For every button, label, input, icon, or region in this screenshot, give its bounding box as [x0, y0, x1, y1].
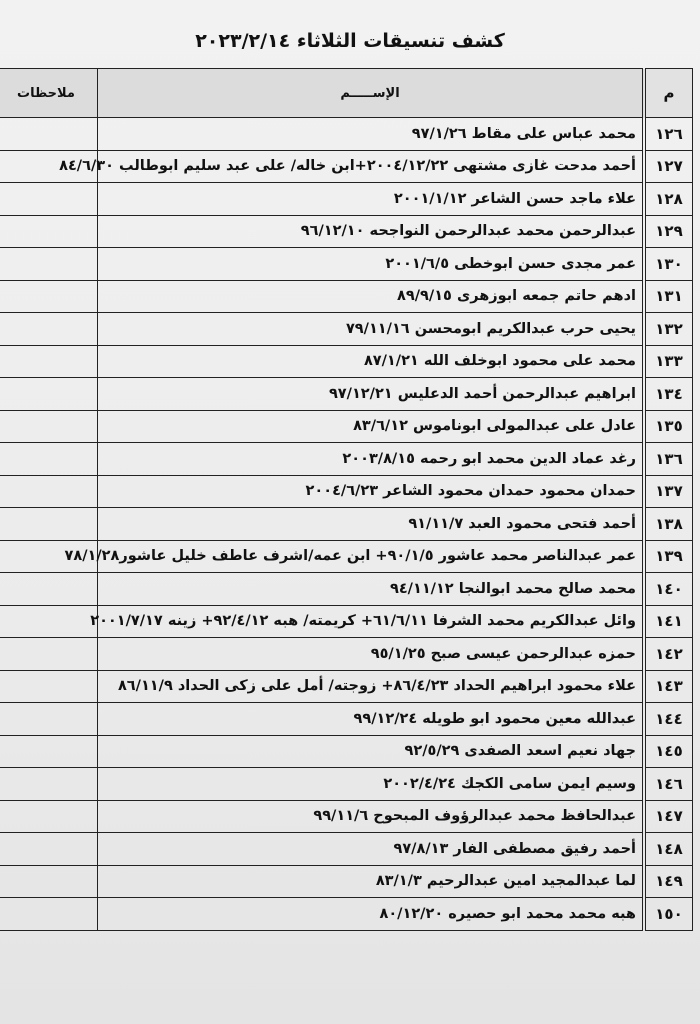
row-notes — [0, 865, 98, 898]
row-number: ١٣٨ — [644, 508, 693, 541]
table-row — [0, 605, 693, 638]
row-number: ١٣٥ — [644, 410, 693, 443]
row-number: ١٣١ — [644, 280, 693, 313]
row-number: ١٣٣ — [644, 345, 693, 378]
row-notes — [0, 898, 98, 931]
row-number: ١٤٨ — [644, 833, 693, 866]
row-name: محمد على محمود ابوخلف الله ٨٧/١/٢١ — [98, 345, 645, 378]
row-number: ١٢٦ — [644, 118, 693, 151]
table-row — [0, 573, 693, 606]
table-row — [0, 833, 693, 866]
row-notes — [0, 215, 98, 248]
table-row — [0, 865, 693, 898]
document-title: كشف تنسيقات الثلاثاء ٢٠٢٣/٢/١٤ — [195, 30, 505, 52]
table-row — [0, 443, 693, 476]
row-name: ادهم حاتم جمعه ابوزهرى ٨٩/٩/١٥ — [98, 280, 645, 313]
row-notes — [0, 345, 98, 378]
row-name: عبدالحافظ محمد عبدالرؤوف المبحوح ٩٩/١١/٦ — [98, 800, 645, 833]
row-number: ١٥٠ — [644, 898, 693, 931]
header-number: م — [644, 69, 693, 118]
row-notes — [0, 703, 98, 736]
table-row — [0, 150, 693, 183]
row-number: ١٤٠ — [644, 573, 693, 606]
row-number: ١٣٩ — [644, 540, 693, 573]
table-row — [0, 638, 693, 671]
row-notes — [0, 443, 98, 476]
header-notes: ملاحظات — [0, 69, 98, 118]
row-number: ١٢٨ — [644, 183, 693, 216]
table-row — [0, 475, 693, 508]
row-number: ١٢٧ — [644, 150, 693, 183]
row-notes — [0, 638, 98, 671]
table-body — [0, 118, 693, 931]
table-row — [0, 183, 693, 216]
row-notes — [0, 475, 98, 508]
row-name: أحمد مدحت غازى مشتهى ٢٠٠٤/١٢/٢٢+ابن خاله/ على عبد سليم ابوطالب ٨٤/٦/٣٠ — [98, 150, 645, 183]
row-number: ١٣٠ — [644, 248, 693, 281]
row-notes — [0, 800, 98, 833]
row-name: أحمد رفيق مصطفى الفار ٩٧/٨/١٣ — [98, 833, 645, 866]
table-row — [0, 378, 693, 411]
row-name: رغد عماد الدين محمد ابو رحمه ٢٠٠٣/٨/١٥ — [98, 443, 645, 476]
row-number: ١٤٥ — [644, 735, 693, 768]
row-number: ١٤٩ — [644, 865, 693, 898]
row-notes — [0, 670, 98, 703]
row-notes — [0, 183, 98, 216]
row-number: ١٣٤ — [644, 378, 693, 411]
table-row — [0, 118, 693, 151]
table-row — [0, 735, 693, 768]
row-number: ١٣٦ — [644, 443, 693, 476]
names-table — [0, 68, 693, 931]
row-notes — [0, 248, 98, 281]
table-row — [0, 703, 693, 736]
table-row — [0, 280, 693, 313]
row-notes — [0, 410, 98, 443]
table-header-row — [0, 69, 693, 118]
row-name: ابراهيم عبدالرحمن أحمد الدعليس ٩٧/١٢/٢١ — [98, 378, 645, 411]
row-name: عمر مجدى حسن ابوخطى ٢٠٠١/٦/٥ — [98, 248, 645, 281]
row-number: ١٣٧ — [644, 475, 693, 508]
row-number: ١٤٣ — [644, 670, 693, 703]
row-name: عادل على عبدالمولى ابوناموس ٨٣/٦/١٢ — [98, 410, 645, 443]
row-name: محمد عباس على مقاط ٩٧/١/٢٦ — [98, 118, 645, 151]
row-name: حمدان محمود حمدان محمود الشاعر ٢٠٠٤/٦/٢٣ — [98, 475, 645, 508]
row-notes — [0, 768, 98, 801]
row-number: ١٤١ — [644, 605, 693, 638]
row-name: لما عبدالمجيد امين عبدالرحيم ٨٣/١/٣ — [98, 865, 645, 898]
table-row — [0, 898, 693, 931]
table-row — [0, 345, 693, 378]
row-number: ١٣٢ — [644, 313, 693, 346]
table-row — [0, 508, 693, 541]
row-name: يحيى حرب عبدالكريم ابومحسن ٧٩/١١/١٦ — [98, 313, 645, 346]
row-name: علاء ماجد حسن الشاعر ٢٠٠١/١/١٢ — [98, 183, 645, 216]
row-number: ١٢٩ — [644, 215, 693, 248]
row-name: جهاد نعيم اسعد الصفدى ٩٢/٥/٢٩ — [98, 735, 645, 768]
row-notes — [0, 280, 98, 313]
row-notes — [0, 735, 98, 768]
table-row — [0, 540, 693, 573]
row-name: علاء محمود ابراهيم الحداد ٨٦/٤/٢٣+ زوجته/ أمل على زكى الحداد ٨٦/١١/٩ — [98, 670, 645, 703]
row-name: وائل عبدالكريم محمد الشرفا ٦١/٦/١١+ كريمته/ هبه ٩٢/٤/١٢+ زينه ٢٠٠١/٧/١٧ — [98, 605, 645, 638]
row-notes — [0, 118, 98, 151]
table-row — [0, 215, 693, 248]
table-row — [0, 410, 693, 443]
row-notes — [0, 573, 98, 606]
row-notes — [0, 833, 98, 866]
row-number: ١٤٦ — [644, 768, 693, 801]
table-row — [0, 248, 693, 281]
row-name: حمزه عبدالرحمن عيسى صبح ٩٥/١/٢٥ — [98, 638, 645, 671]
row-notes — [0, 508, 98, 541]
row-name: وسيم ايمن سامى الكجك ٢٠٠٢/٤/٢٤ — [98, 768, 645, 801]
row-number: ١٤٧ — [644, 800, 693, 833]
table-row — [0, 670, 693, 703]
row-name: عبدالرحمن محمد عبدالرحمن النواجحه ٩٦/١٢/١٠ — [98, 215, 645, 248]
table-row — [0, 768, 693, 801]
row-name: هبه محمد محمد ابو حصيره ٨٠/١٢/٢٠ — [98, 898, 645, 931]
row-notes — [0, 605, 98, 638]
table-row — [0, 800, 693, 833]
row-number: ١٤٤ — [644, 703, 693, 736]
row-name: محمد صالح محمد ابوالنجا ٩٤/١١/١٢ — [98, 573, 645, 606]
row-name: عبدالله معين محمود ابو طويله ٩٩/١٢/٢٤ — [98, 703, 645, 736]
row-name: عمر عبدالناصر محمد عاشور ٩٠/١/٥+ ابن عمه/اشرف عاطف خليل عاشور٧٨/١/٢٨ — [98, 540, 645, 573]
header-name: الإســـــم — [98, 69, 645, 118]
row-notes — [0, 378, 98, 411]
row-notes — [0, 313, 98, 346]
table-row — [0, 313, 693, 346]
row-name: أحمد فتحى محمود العبد ٩١/١١/٧ — [98, 508, 645, 541]
row-number: ١٤٢ — [644, 638, 693, 671]
